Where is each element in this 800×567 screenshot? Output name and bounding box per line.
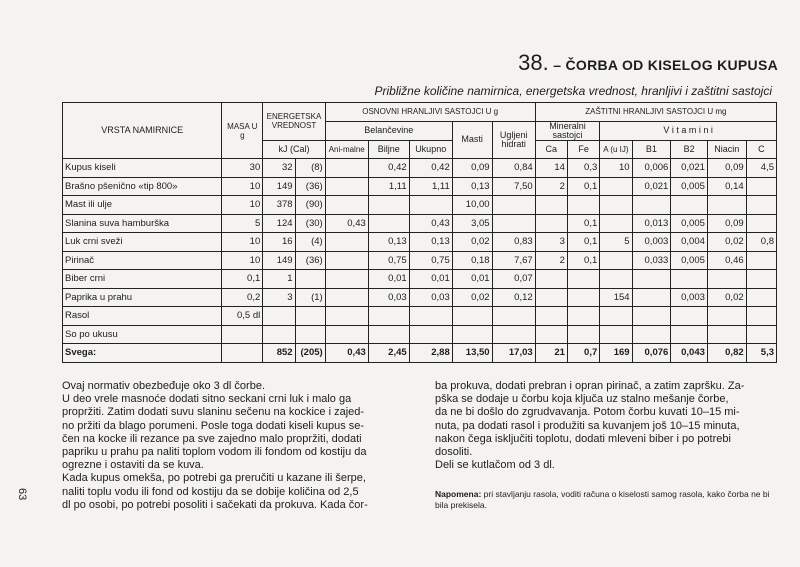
cell-fe: 0,1 bbox=[567, 177, 599, 196]
cell-ca: 3 bbox=[535, 233, 567, 252]
cell-fe bbox=[567, 325, 599, 344]
cell-mass: 0,2 bbox=[222, 288, 263, 307]
cell-plant: 0,75 bbox=[368, 251, 409, 270]
recipe-name: – ČORBA OD KISELOG KUPUSA bbox=[553, 57, 778, 73]
cell-carbs: 0,84 bbox=[492, 159, 535, 178]
cell-total: 0,03 bbox=[409, 288, 452, 307]
cell-name: Svega: bbox=[63, 344, 222, 363]
cell-total bbox=[409, 196, 452, 215]
cell-animal bbox=[325, 196, 368, 215]
table-total-row bbox=[63, 344, 777, 363]
cell-b1 bbox=[632, 325, 671, 344]
cell-animal bbox=[325, 177, 368, 196]
body-text-left: Ovaj normativ obezbeđuje oko 3 dl čorbe. U deo vrele masnoće dodati sitno seckani crni luk i malo ga propržiti. Zatim dodati suvu slaninu sečenu na kockice i zajed- no pržiti da blago porumeni. Posle toga dodati kiseli kupus se- čen na kocke ili rezance pa sve zajedno malo propržiti, dodati papriku u prahu pa naliti toplom vodom ili fondom od kostiju da ogrezne i ostaviti da se kuva. Kada kupus omekša, po potrebi ga preručiti u kazane ili šerpe, naliti toplu vodu ili fond od kostiju da se dobije količina od 2,5 dl po osobi, po potrebi posoliti i sačekati da prokuva. Kada čor- bbox=[62, 380, 368, 511]
header-fat: Masti bbox=[452, 121, 492, 159]
header-c: C bbox=[746, 140, 776, 159]
cell-carbs: 7,50 bbox=[492, 177, 535, 196]
cell-a bbox=[600, 251, 632, 270]
cell-cal: (4) bbox=[295, 233, 325, 252]
header-energy: ENERGETSKA VREDNOST bbox=[263, 103, 325, 141]
cell-ca: 2 bbox=[535, 177, 567, 196]
cell-cal bbox=[295, 325, 325, 344]
cell-cal: (205) bbox=[295, 344, 325, 363]
cell-name: Pirinač bbox=[63, 251, 222, 270]
cell-kj: 149 bbox=[263, 251, 295, 270]
cell-b2: 0,003 bbox=[671, 288, 708, 307]
cell-cal: (36) bbox=[295, 251, 325, 270]
header-niacin: Niacin bbox=[707, 140, 746, 159]
cell-b1: 0,021 bbox=[632, 177, 671, 196]
cell-animal bbox=[325, 270, 368, 289]
cell-animal bbox=[325, 288, 368, 307]
cell-cal: (30) bbox=[295, 214, 325, 233]
cell-plant: 0,03 bbox=[368, 288, 409, 307]
cell-a: 169 bbox=[600, 344, 632, 363]
cell-ca bbox=[535, 270, 567, 289]
cell-b1 bbox=[632, 288, 671, 307]
cell-total: 0,75 bbox=[409, 251, 452, 270]
cell-b1: 0,033 bbox=[632, 251, 671, 270]
table-row bbox=[63, 251, 777, 270]
cell-animal: 0,43 bbox=[325, 344, 368, 363]
cell-name: Slanina suva hamburška bbox=[63, 214, 222, 233]
cell-mass: 5 bbox=[222, 214, 263, 233]
cell-total: 2,88 bbox=[409, 344, 452, 363]
cell-kj: 1 bbox=[263, 270, 295, 289]
header-vitamins: V i t a m i n i bbox=[600, 121, 777, 140]
cell-c bbox=[746, 251, 776, 270]
header-plant: Biljne bbox=[368, 140, 409, 159]
cell-plant: 2,45 bbox=[368, 344, 409, 363]
cell-fe: 0,1 bbox=[567, 214, 599, 233]
cell-b2: 0,043 bbox=[671, 344, 708, 363]
cell-ca bbox=[535, 307, 567, 326]
cell-ca bbox=[535, 325, 567, 344]
cell-animal bbox=[325, 307, 368, 326]
cell-carbs bbox=[492, 214, 535, 233]
cell-fe bbox=[567, 270, 599, 289]
table-row bbox=[63, 159, 777, 178]
cell-b1 bbox=[632, 307, 671, 326]
header-ca: Ca bbox=[535, 140, 567, 159]
cell-a bbox=[600, 177, 632, 196]
cell-kj: 852 bbox=[263, 344, 295, 363]
cell-b2 bbox=[671, 270, 708, 289]
cell-b2: 0,005 bbox=[671, 251, 708, 270]
cell-c: 5,3 bbox=[746, 344, 776, 363]
cell-animal bbox=[325, 251, 368, 270]
cell-total: 0,42 bbox=[409, 159, 452, 178]
cell-cal bbox=[295, 270, 325, 289]
header-protective: ZAŠTITNI HRANLJIVI SASTOJCI U mg bbox=[535, 103, 776, 122]
nutrition-table bbox=[62, 102, 777, 363]
cell-b2: 0,005 bbox=[671, 214, 708, 233]
cell-carbs: 7,67 bbox=[492, 251, 535, 270]
header-a: A (u IJ) bbox=[600, 140, 632, 159]
cell-name: Mast ili ulje bbox=[63, 196, 222, 215]
cell-b2 bbox=[671, 307, 708, 326]
cell-c bbox=[746, 214, 776, 233]
cell-kj: 149 bbox=[263, 177, 295, 196]
cell-mass: 10 bbox=[222, 251, 263, 270]
cell-kj: 3 bbox=[263, 288, 295, 307]
cell-plant: 0,13 bbox=[368, 233, 409, 252]
cell-name: Biber crni bbox=[63, 270, 222, 289]
cell-a: 154 bbox=[600, 288, 632, 307]
cell-niacin: 0,09 bbox=[707, 159, 746, 178]
header-kj: kJ (Cal) bbox=[263, 140, 325, 159]
header-carbs: Ugljeni hidrati bbox=[492, 121, 535, 159]
cell-mass: 30 bbox=[222, 159, 263, 178]
cell-total bbox=[409, 325, 452, 344]
cell-fe: 0,7 bbox=[567, 344, 599, 363]
cell-b1: 0,003 bbox=[632, 233, 671, 252]
cell-b2: 0,004 bbox=[671, 233, 708, 252]
header-item: VRSTA NAMIRNICE bbox=[63, 103, 222, 159]
cell-plant bbox=[368, 196, 409, 215]
cell-b1: 0,076 bbox=[632, 344, 671, 363]
cell-mass bbox=[222, 325, 263, 344]
table-row bbox=[63, 233, 777, 252]
cell-b1 bbox=[632, 196, 671, 215]
cell-fe bbox=[567, 307, 599, 326]
cell-fat: 0,09 bbox=[452, 159, 492, 178]
cell-a bbox=[600, 307, 632, 326]
cell-c bbox=[746, 325, 776, 344]
header-proteins: Belančevine bbox=[325, 121, 452, 140]
cell-b1 bbox=[632, 270, 671, 289]
cell-name: Luk crni sveži bbox=[63, 233, 222, 252]
header-fe: Fe bbox=[567, 140, 599, 159]
cell-name: So po ukusu bbox=[63, 325, 222, 344]
cell-mass: 0,1 bbox=[222, 270, 263, 289]
cell-c: 0,8 bbox=[746, 233, 776, 252]
cell-niacin: 0,46 bbox=[707, 251, 746, 270]
cell-plant bbox=[368, 214, 409, 233]
cell-b2 bbox=[671, 196, 708, 215]
cell-a bbox=[600, 214, 632, 233]
cell-fe: 0,3 bbox=[567, 159, 599, 178]
cell-fe bbox=[567, 196, 599, 215]
cell-fat: 10,00 bbox=[452, 196, 492, 215]
cell-plant: 1,11 bbox=[368, 177, 409, 196]
table-row bbox=[63, 325, 777, 344]
recipe-title bbox=[488, 50, 778, 76]
cell-kj: 32 bbox=[263, 159, 295, 178]
cell-carbs: 0,12 bbox=[492, 288, 535, 307]
cell-kj: 124 bbox=[263, 214, 295, 233]
cell-kj bbox=[263, 325, 295, 344]
recipe-number: 38. bbox=[518, 50, 549, 75]
cell-mass: 10 bbox=[222, 196, 263, 215]
cell-total bbox=[409, 307, 452, 326]
cell-total: 1,11 bbox=[409, 177, 452, 196]
cell-plant bbox=[368, 307, 409, 326]
header-minerals: Mineralni sastojci bbox=[535, 121, 600, 140]
cell-fat: 0,01 bbox=[452, 270, 492, 289]
cell-cal: (8) bbox=[295, 159, 325, 178]
header-mass: MASA U g bbox=[222, 103, 263, 159]
cell-c bbox=[746, 288, 776, 307]
cell-plant: 0,01 bbox=[368, 270, 409, 289]
table-row bbox=[63, 270, 777, 289]
header-b1: B1 bbox=[632, 140, 671, 159]
cell-niacin: 0,14 bbox=[707, 177, 746, 196]
cell-a: 10 bbox=[600, 159, 632, 178]
cell-fat: 0,02 bbox=[452, 288, 492, 307]
cell-animal bbox=[325, 159, 368, 178]
cell-niacin bbox=[707, 307, 746, 326]
cell-fat bbox=[452, 325, 492, 344]
cell-c bbox=[746, 177, 776, 196]
cell-plant bbox=[368, 325, 409, 344]
cell-kj bbox=[263, 307, 295, 326]
cell-mass: 10 bbox=[222, 233, 263, 252]
cell-fat: 0,18 bbox=[452, 251, 492, 270]
cell-niacin bbox=[707, 270, 746, 289]
cell-carbs: 0,07 bbox=[492, 270, 535, 289]
cell-c bbox=[746, 270, 776, 289]
cell-cal: (1) bbox=[295, 288, 325, 307]
cell-cal: (36) bbox=[295, 177, 325, 196]
cell-a bbox=[600, 270, 632, 289]
cell-ca bbox=[535, 214, 567, 233]
table-row bbox=[63, 177, 777, 196]
cell-niacin bbox=[707, 196, 746, 215]
cell-fat: 3,05 bbox=[452, 214, 492, 233]
cell-niacin bbox=[707, 325, 746, 344]
cell-carbs bbox=[492, 196, 535, 215]
cell-b2: 0,021 bbox=[671, 159, 708, 178]
cell-b2: 0,005 bbox=[671, 177, 708, 196]
cell-total: 0,43 bbox=[409, 214, 452, 233]
cell-fe: 0,1 bbox=[567, 251, 599, 270]
header-b2: B2 bbox=[671, 140, 708, 159]
cell-ca bbox=[535, 196, 567, 215]
cell-fe bbox=[567, 288, 599, 307]
cell-ca: 2 bbox=[535, 251, 567, 270]
cell-carbs: 17,03 bbox=[492, 344, 535, 363]
cell-niacin: 0,02 bbox=[707, 233, 746, 252]
cell-mass bbox=[222, 344, 263, 363]
header-total: Ukupno bbox=[409, 140, 452, 159]
cell-mass: 0,5 dl bbox=[222, 307, 263, 326]
table-row bbox=[63, 196, 777, 215]
cell-fat: 0,13 bbox=[452, 177, 492, 196]
note bbox=[435, 489, 775, 510]
note-text: pri stavljanju rasola, voditi računa o kiselosti samog rasola, kako čorba ne bi bila prekisela. bbox=[435, 489, 770, 510]
cell-fat bbox=[452, 307, 492, 326]
cell-cal bbox=[295, 307, 325, 326]
cell-mass: 10 bbox=[222, 177, 263, 196]
cell-fat: 0,02 bbox=[452, 233, 492, 252]
cell-cal: (90) bbox=[295, 196, 325, 215]
cell-b1: 0,013 bbox=[632, 214, 671, 233]
cell-a bbox=[600, 196, 632, 215]
cell-kj: 378 bbox=[263, 196, 295, 215]
cell-ca bbox=[535, 288, 567, 307]
cell-ca: 21 bbox=[535, 344, 567, 363]
note-label: Napomena: bbox=[435, 489, 482, 499]
cell-total: 0,13 bbox=[409, 233, 452, 252]
cell-name: Paprika u prahu bbox=[63, 288, 222, 307]
table-row bbox=[63, 288, 777, 307]
cell-animal bbox=[325, 233, 368, 252]
cell-total: 0,01 bbox=[409, 270, 452, 289]
cell-animal: 0,43 bbox=[325, 214, 368, 233]
header-basic: OSNOVNI HRANLJIVI SASTOJCI U g bbox=[325, 103, 535, 122]
cell-b2 bbox=[671, 325, 708, 344]
table-row bbox=[63, 214, 777, 233]
cell-animal bbox=[325, 325, 368, 344]
header-animal: Ani-malne bbox=[325, 140, 368, 159]
cell-plant: 0,42 bbox=[368, 159, 409, 178]
cell-carbs: 0,83 bbox=[492, 233, 535, 252]
cell-c bbox=[746, 307, 776, 326]
cell-niacin: 0,82 bbox=[707, 344, 746, 363]
table-subtitle: Približne količine namirnica, energetska vrednost, hranljivi i zaštitni sastojci bbox=[374, 84, 772, 98]
cell-b1: 0,006 bbox=[632, 159, 671, 178]
cell-ca: 14 bbox=[535, 159, 567, 178]
cell-name: Rasol bbox=[63, 307, 222, 326]
body-text-right: ba prokuva, dodati prebran i opran pirinač, a zatim zapršku. Za- pška se dodaje u čorbu koja ključa uz stalno mešanje čorbe, da ne bi došlo do zgrudvavanja. Potom čorbu kuvati 10–15 mi- nuta, pa dodati rasol i produžiti sa kuvanjem još 10–15 minuta, nakon čega isključiti toplotu, dodati mleveni biber i po potrebi dosoliti. Deli se kutlačom od 3 dl. bbox=[435, 380, 745, 472]
cell-name: Kupus kiseli bbox=[63, 159, 222, 178]
cell-kj: 16 bbox=[263, 233, 295, 252]
cell-name: Brašno pšenično «tip 800» bbox=[63, 177, 222, 196]
cell-a: 5 bbox=[600, 233, 632, 252]
cell-fat: 13,50 bbox=[452, 344, 492, 363]
cell-carbs bbox=[492, 325, 535, 344]
table-row bbox=[63, 307, 777, 326]
nutrition-table-body bbox=[63, 159, 777, 363]
cell-a bbox=[600, 325, 632, 344]
cell-niacin: 0,09 bbox=[707, 214, 746, 233]
cell-fe: 0,1 bbox=[567, 233, 599, 252]
cell-c bbox=[746, 196, 776, 215]
cell-niacin: 0,02 bbox=[707, 288, 746, 307]
cell-carbs bbox=[492, 307, 535, 326]
page-number: 63 bbox=[16, 488, 28, 501]
cell-c: 4,5 bbox=[746, 159, 776, 178]
